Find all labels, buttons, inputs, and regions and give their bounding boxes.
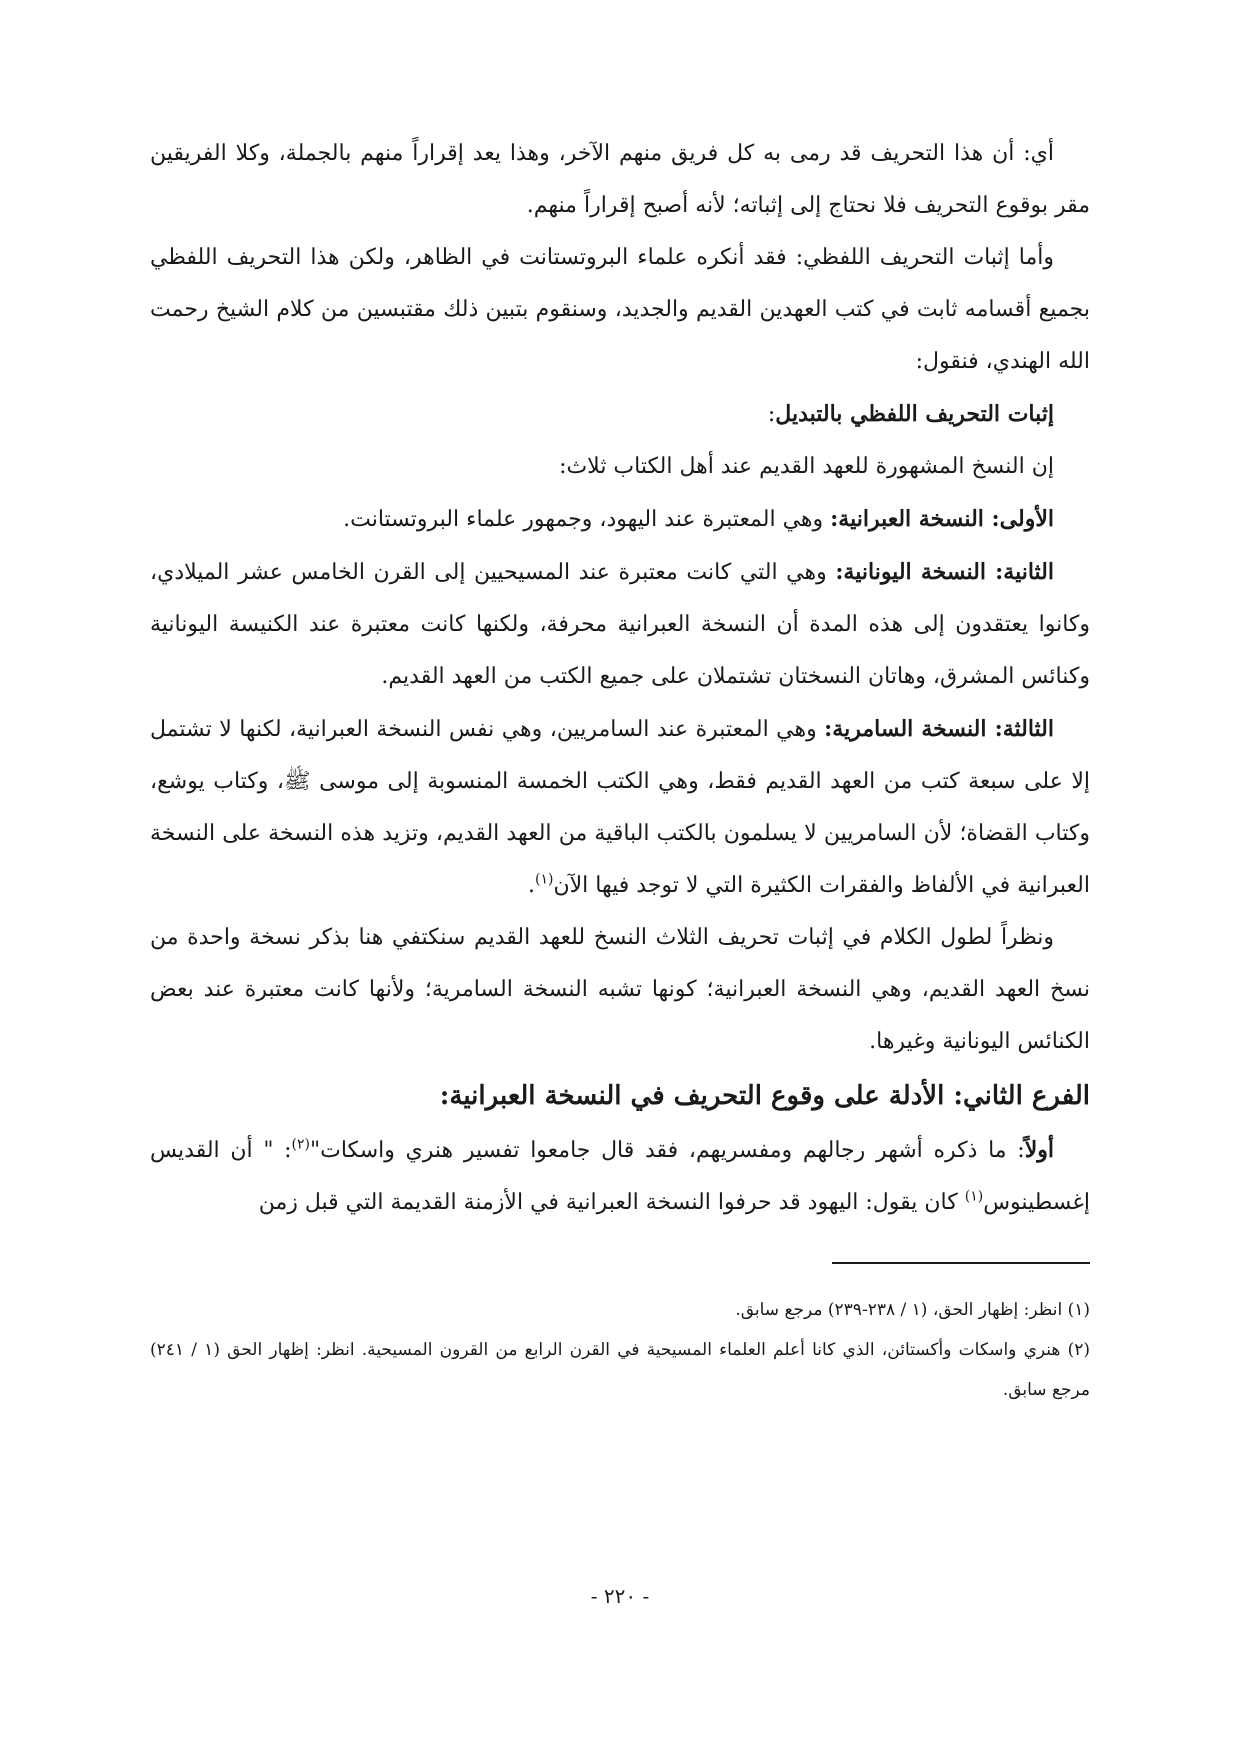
footnote-ref-2: (٢) <box>291 1136 311 1153</box>
paragraph-8-label: أولاً <box>1024 1137 1054 1163</box>
paragraph-4-text: وهي المعتبرة عند اليهود، وجمهور علماء البروتستانت. <box>343 507 831 532</box>
paragraph-3: إن النسخ المشهورة للعهد القديم عند أهل الكتاب ثلاث: <box>559 454 1054 479</box>
footnote-ref-1: (١) <box>534 871 554 888</box>
paragraph-4 <box>150 493 1090 546</box>
paragraph-4-label: الأولى: النسخة العبرانية: <box>830 506 1054 532</box>
footnote-divider <box>832 1262 1090 1264</box>
subheading-line <box>150 388 1090 441</box>
paragraph-6-label: الثالثة: النسخة السامرية: <box>824 716 1054 742</box>
footnote-ref-1b: (١) <box>964 1188 984 1205</box>
paragraph-2: وأما إثبات التحريف اللفظي: فقد أنكره علماء البروتستانت في الظاهر، ولكن هذا التحريف اللفظي بجميع أقسامه ثابت في كتب العهدين القديم والجديد، وسنقوم بتبين ذلك مقتبسين من كلام الشيخ رحمت الله الهندي، فنقول: <box>150 245 1090 374</box>
paragraph-5-label: الثانية: النسخة اليونانية: <box>835 559 1054 585</box>
page-body <box>150 128 1090 1229</box>
footnote-1: (١) انظر: إظهار الحق، (١ / ٢٣٨-٢٣٩) مرجع سابق. <box>735 1300 1090 1320</box>
paragraph-8-text-b: : " أن القديس إغسطينوس <box>150 1138 1090 1215</box>
paragraph-1: أي: أن هذا التحريف قد رمى به كل فريق منهم الآخر، وهذا يعد إقراراً منهم بالجملة، وكلا الفريقين مقر بوقوع التحريف فلا نحتاج إلى إثباته؛ لأنه أصبح إقراراً منهم. <box>150 141 1090 218</box>
paragraph-6 <box>150 703 1090 912</box>
paragraph-7: ونظراً لطول الكلام في إثبات تحريف الثلاث النسخ للعهد القديم سنكتفي هنا بذكر نسخة واحدة من نسخ العهد القديم، وهي النسخة العبرانية؛ كونها تشبه النسخة السامرية؛ ولأنها كانت معتبرة عند بعض الكنائس اليونانية وغيرها. <box>150 925 1090 1054</box>
paragraph-8-text-a: : ما ذكره أشهر رجالهم ومفسريهم، فقد قال جامعوا تفسير هنري واسكات" <box>310 1138 1025 1163</box>
subheading: إثبات التحريف اللفظي بالتبديل <box>775 401 1054 427</box>
footnote-2: (٢) هنري واسكات وأكستائن، الذي كانا أعلم العلماء المسيحية في القرن الرابع من القرون المسيحية. انظر: إظهار الحق (١ / ٢٤١) مرجع سابق. <box>150 1340 1090 1400</box>
page-number: - ٢٢٠ - <box>590 1584 650 1608</box>
paragraph-6-text: وهي المعتبرة عند السامريين، وهي نفس النسخة العبرانية، لكنها لا تشتمل إلا على سبعة كتب من العهد القديم فقط، وهي الكتب الخمسة المنسوبة إلى موسى ﷺ، وكتاب يوشع، وكتاب القضاة؛ لأن السامريين لا يسلمون بالكتب الباقية من العهد القديم، وتزيد هذه النسخة على النسخة العبرانية في الألفاظ والفقرات الكثيرة التي لا توجد فيها الآن <box>150 717 1090 898</box>
paragraph-6-end: . <box>527 873 535 898</box>
footnotes-section <box>150 1262 1090 1410</box>
paragraph-5 <box>150 546 1090 703</box>
paragraph-8 <box>150 1124 1090 1229</box>
paragraph-5-text: وهي التي كانت معتبرة عند المسيحيين إلى القرن الخامس عشر الميلادي، وكانوا يعتقدون إلى هذه المدة أن النسخة العبرانية محرفة، ولكنها كانت معتبرة عند الكنيسة اليونانية وكنائس المشرق، وهاتان النسختان تشتملان على جميع الكتب من العهد القديم. <box>150 560 1090 689</box>
section-heading: الفرع الثاني: الأدلة على وقوع التحريف في النسخة العبرانية: <box>439 1081 1090 1111</box>
subheading-colon: : <box>767 402 776 427</box>
paragraph-8-text-c: كان يقول: اليهود قد حرفوا النسخة العبرانية في الأزمنة القديمة التي قبل زمن <box>258 1190 965 1215</box>
